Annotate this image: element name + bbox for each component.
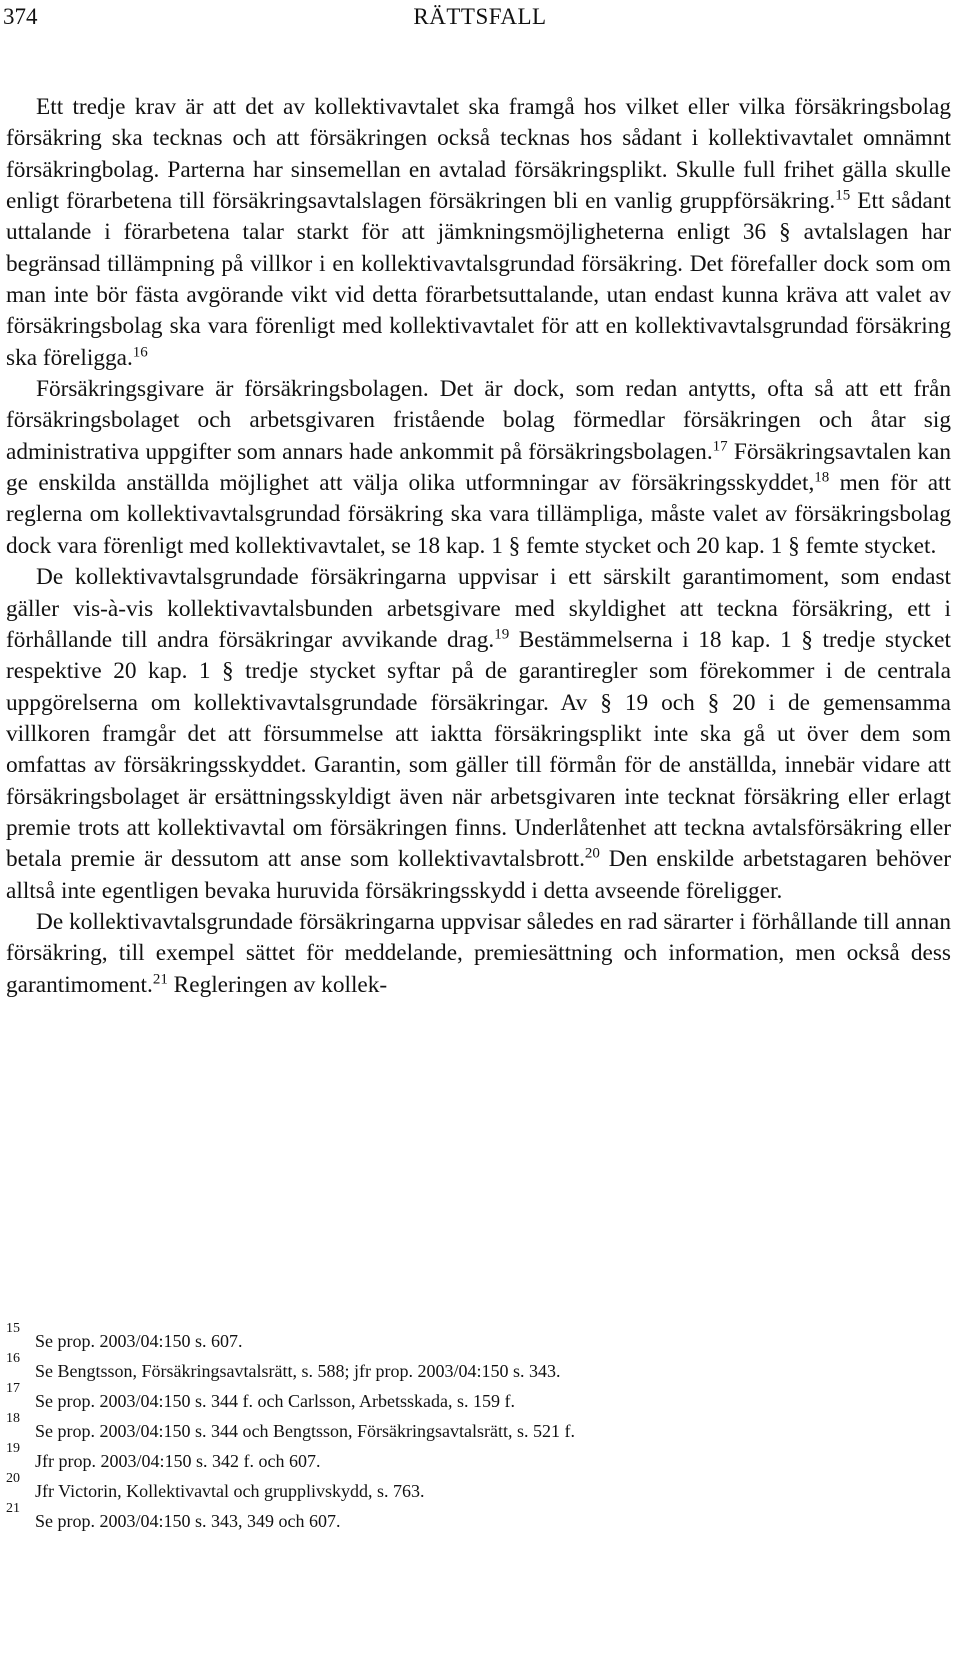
paragraph	[6, 907, 951, 1001]
footnotes	[6, 1321, 951, 1536]
footnote-text: Jfr Victorin, Kollektivavtal och grupplivskydd, s. 763.	[35, 1481, 425, 1501]
paragraph	[6, 374, 951, 562]
footnote-number: 20	[6, 1471, 20, 1486]
footnote-text: Se prop. 2003/04:150 s. 344 och Bengtsson, Försäkringsavtalsrätt, s. 521 f.	[35, 1421, 575, 1441]
footnote-number: 17	[6, 1381, 20, 1396]
paragraph	[6, 92, 951, 374]
paragraph-text: Ett tredje krav är att det av kollektivavtalet ska framgå hos vilket eller vilka försäkringsbolag försäkring ska tecknas och att försäkringen också tecknas hos sådant i kollektivavtalet omnämnt försäkringbolag. Parterna har sinsemellan en avtalad försäkringsplikt. Skulle full frihet gälla skulle enligt förarbetena till försäkringsavtalslagen försäkringen bli en vanlig gruppförsäkring.	[6, 94, 951, 215]
footnote-number: 18	[6, 1411, 20, 1426]
footnote-text: Jfr prop. 2003/04:150 s. 342 f. och 607.	[35, 1451, 321, 1471]
footnote-number: 16	[6, 1351, 20, 1366]
paragraph-text: De kollektivavtalsgrundade försäkringarna uppvisar således en rad särarter i förhållande till annan försäkring, till exempel sättet för meddelande, premiesättning och information, men också dess garantimoment.	[6, 908, 951, 998]
paragraph-text: Bestämmelserna i 18 kap. 1 § tredje stycket respektive 20 kap. 1 § tredje stycket syftar på de garantiregler som förekommer i de centrala uppgörelserna om kollektivavtalsgrundade försäkringar. Av § 19 och § 20 i de gemensamma villkoren framgår det att försummelse att iaktta försäkringsplikt inte ska gå ut över dem som omfattas av försäkringsskyddet. Garantin, som gäller till förmån för de anställda, innebär vidare att försäkringsbolaget är ersättningsskyldigt även när arbetsgivaren inte tecknat försäkring eller erlagt premie trots att kollektivavtal om försäkringen finns. Underlåtenhet att teckna avtalsförsäkring eller betala premie är dessutom att anse som kollektivavtalsbrott.	[6, 626, 951, 873]
footnote-text: Se Bengtsson, Försäkringsavtalsrätt, s. 588; jfr prop. 2003/04:150 s. 343.	[35, 1361, 561, 1381]
footnote	[6, 1381, 951, 1416]
footnote-reference: 20	[584, 845, 600, 862]
page-header	[0, 2, 960, 32]
footnote	[6, 1501, 951, 1536]
paragraph-text: De kollektivavtalsgrundade försäkringarna uppvisar i ett särskilt garantimoment, som endast gäller vis-à-vis kollektivavtalsbunden arbetsgivare med skyldighet att teckna försäkring, ett i förhållande till andra försäkringar avvikande drag.	[6, 564, 951, 653]
footnote-reference: 19	[494, 626, 510, 643]
footnote	[6, 1351, 951, 1386]
footnote	[6, 1411, 951, 1446]
running-head: RÄTTSFALL	[413, 4, 547, 29]
footnote-number: 15	[6, 1321, 20, 1336]
footnote	[6, 1441, 951, 1476]
footnote-text: Se prop. 2003/04:150 s. 344 f. och Carlsson, Arbetsskada, s. 159 f.	[35, 1391, 515, 1411]
footnote-text: Se prop. 2003/04:150 s. 343, 349 och 607.	[35, 1511, 341, 1531]
paragraph-text: men för att reglerna om kollektivavtalsgrundad försäkring ska vara tillämpliga, måste valet av försäkringsbolag dock vara förenligt med kollektivavtalet, se 18 kap. 1 § femte stycket och 20 kap. 1 § femte stycket.	[6, 470, 951, 559]
paragraph-text: Den enskilde arbetstagaren behöver alltså inte egentligen bevaka huruvida försäkringsskydd i detta avseende föreligger.	[6, 846, 951, 904]
footnote-text: Se prop. 2003/04:150 s. 607.	[35, 1331, 243, 1351]
footnote-reference: 16	[132, 344, 148, 361]
footnote-number: 19	[6, 1441, 20, 1456]
footnote-reference: 15	[835, 187, 851, 204]
footnote-number: 21	[6, 1501, 20, 1516]
footnote-reference: 17	[712, 438, 728, 455]
paragraph-text: Regleringen av kollek-	[167, 971, 388, 998]
body-text	[6, 92, 951, 1001]
page-number: 374	[3, 4, 38, 29]
footnote-reference: 21	[152, 970, 168, 987]
footnote	[6, 1471, 951, 1506]
paragraph-text: Ett sådant uttalande i förarbetena talar starkt för att jämkningsmöjligheterna enligt 36 § avtalslagen har begränsad tillämpning på villkor i en kollektivavtalsgrundad försäkring. Det förefaller dock som om man inte bör fästa avgörande vikt vid detta förarbetsuttalande, utan endast kunna kräva att valet av försäkringsbolag ska vara förenligt med kollektivavtalet för att en kollektivavtalsgrundad försäkring ska föreligga.	[6, 188, 952, 371]
footnote	[6, 1321, 951, 1356]
paragraph-text: Försäkringsgivare är försäkringsbolagen. Det är dock, som redan antytts, ofta så att ett från försäkringsbolaget och arbetsgivaren fristående bolag förmedlar försäkringen och åtar sig administrativa uppgifter som annars hade ankommit på försäkringsbolagen.	[6, 376, 951, 465]
paragraph-text: Försäkringsavtalen kan ge enskilda anställda möjlighet att välja olika utformningar av försäkringsskyddet,	[6, 438, 952, 497]
footnote-reference: 18	[814, 469, 830, 486]
paragraph	[6, 562, 951, 907]
